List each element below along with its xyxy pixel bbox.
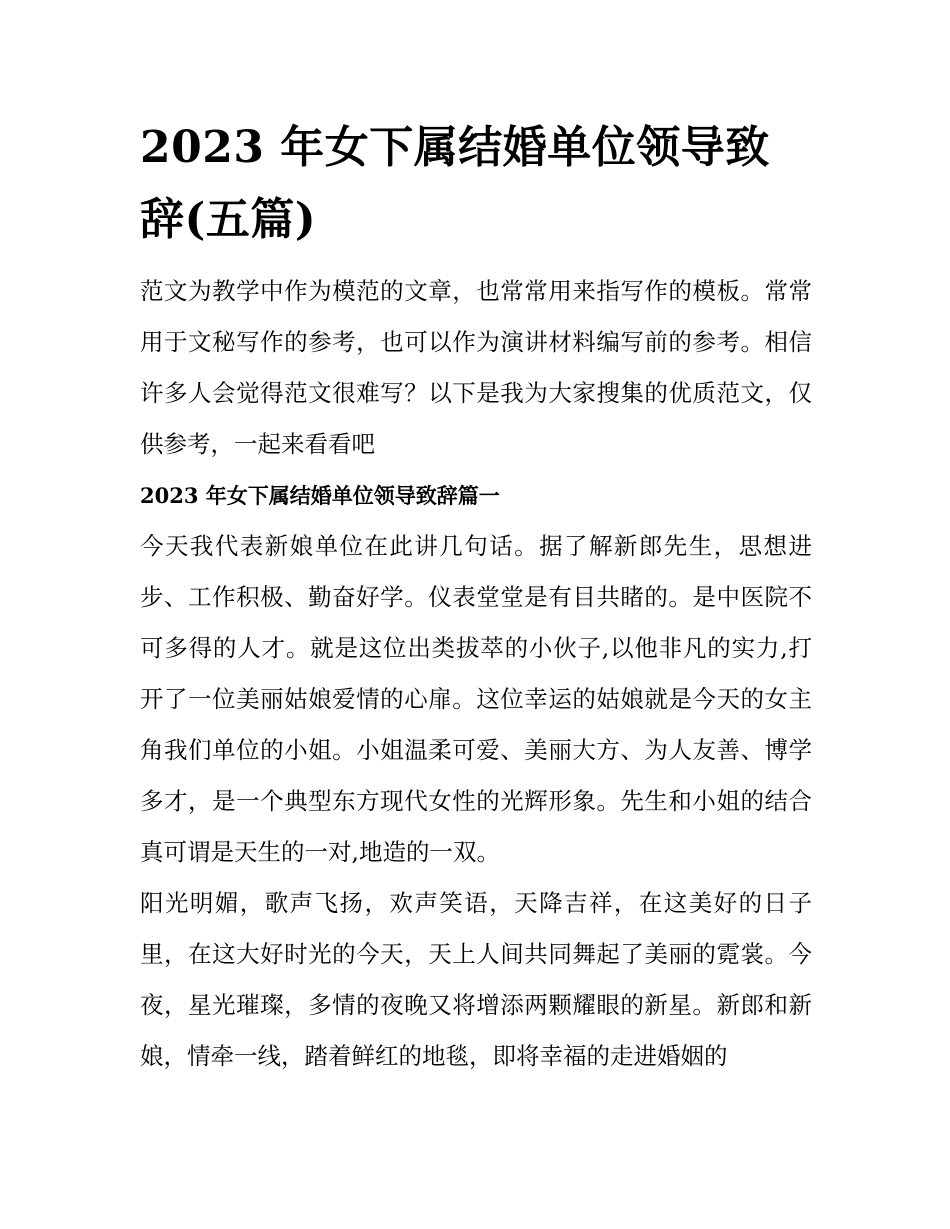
intro-paragraph: 范文为教学中作为模范的文章，也常常用来指写作的模板。常常用于文秘写作的参考，也可以作为演讲材料编写前的参考。相信许多人会觉得范文很难写？以下是我为大家搜集的优质范文，仅供参考，一起来看看吧 bbox=[140, 277, 812, 458]
body-paragraph-1: 今天我代表新娘单位在此讲几句话。据了解新郎先生，思想进步、工作积极、勤奋好学。仪表堂堂是有目共睹的。是中医院不可多得的人才。就是这位出类拔萃的小伙子,以他非凡的实力,打开了一位美丽姑娘爱情的心扉。这位幸运的姑娘就是今天的女主角我们单位的小姐。小姐温柔可爱、美丽大方、为人友善、博学多才，是一个典型东方现代女性的光辉形象。先生和小姐的结合真可谓是天生的一对,地造的一双。 bbox=[140, 532, 812, 866]
body-paragraph-2: 阳光明媚，歌声飞扬，欢声笑语，天降吉祥，在这美好的日子里，在这大好时光的今天，天上人间共同舞起了美丽的霓裳。今夜，星光璀璨，多情的夜晚又将增添两颗耀眼的新星。新郎和新娘，情牵一线，踏着鲜红的地毯，即将幸福的走进婚姻的 bbox=[140, 889, 812, 1070]
section-heading: 2023 年女下属结婚单位领导致辞篇一 bbox=[140, 483, 500, 508]
document-content bbox=[140, 112, 812, 1082]
document-title: 2023 年女下属结婚单位领导致辞(五篇) bbox=[140, 122, 770, 245]
section-body bbox=[140, 521, 812, 1082]
